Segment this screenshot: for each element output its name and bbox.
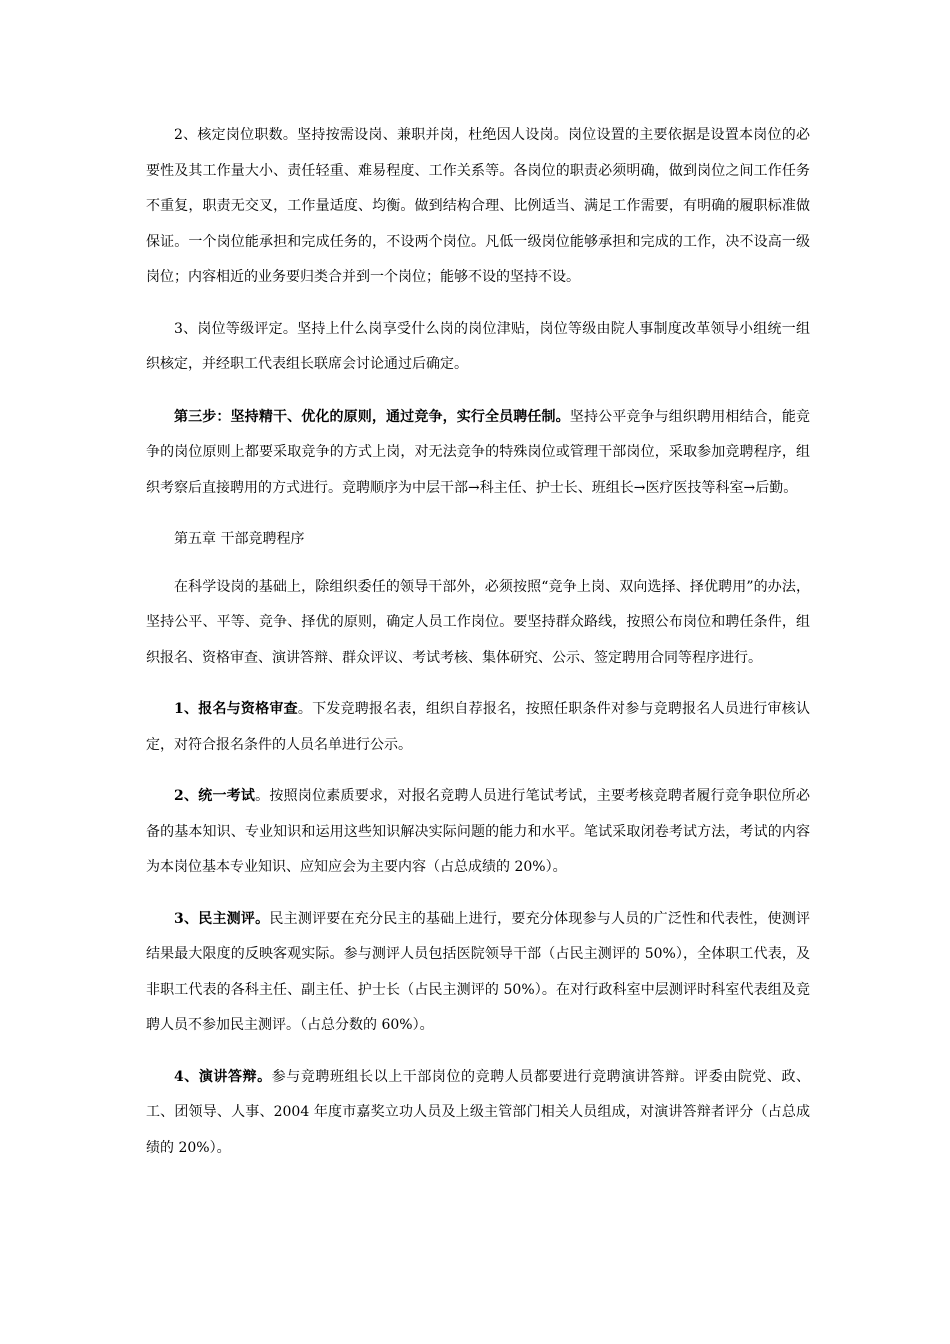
paragraph-lead: 第三步：坚持精干、优化的原则，通过竞争，实行全员聘任制。 bbox=[174, 408, 570, 425]
chapter-heading bbox=[146, 522, 810, 558]
paragraph-unified-exam bbox=[146, 779, 810, 886]
paragraph-democratic-evaluation bbox=[146, 902, 810, 1044]
paragraph-registration bbox=[146, 692, 810, 763]
paragraph-text: 在科学设岗的基础上，除组织委任的领导干部外，必须按照“竞争上岗、双向选择、择优聘用”的办法，坚持公平、平等、竞争、择优的原则，确定人员工作岗位。要坚持群众路线，按照公布岗位和聘任条件，组织报名、资格审查、演讲答辩、群众评议、考试考核、集体研究、公示、签定聘用合同等程序进行。 bbox=[146, 578, 810, 666]
paragraph-text: 参与竞聘班组长以上干部岗位的竞聘人员都要进行竞聘演讲答辩。评委由院党、政、工、团领导、人事、2004 年度市嘉奖立功人员及上级主管部门相关人员组成，对演讲答辩者评分（占总成绩的 20%）。 bbox=[146, 1068, 811, 1156]
paragraph-lead: 1、报名与资格审查 bbox=[174, 701, 298, 717]
paragraph-speech-defense bbox=[146, 1060, 810, 1167]
paragraph-text: 2、核定岗位职数。坚持按需设岗、兼职并岗，杜绝因人设岗。岗位设置的主要依据是设置本岗位的必要性及其工作量大小、责任轻重、难易程度、工作关系等。各岗位的职责必须明确，做到岗位之间工作任务不重复，职责无交叉，工作量适度、均衡。做到结构合理、比例适当、满足工作需要，有明确的履职标准做保证。一个岗位能承担和完成任务的，不设两个岗位。凡低一级岗位能够承担和完成的工作，决不设高一级岗位；内容相近的业务要归类合并到一个岗位；能够不设的坚持不设。 bbox=[146, 127, 810, 285]
paragraph-lead: 2、统一考试 bbox=[174, 788, 256, 804]
paragraph-procedure-intro bbox=[146, 570, 810, 677]
paragraph-text: 民主测评要在充分民主的基础上进行，要充分体现参与人员的广泛性和代表性，使测评结果最大限度的反映客观实际。参与测评人员包括医院领导干部（占民主测评的 50%），全体职工代表，及非职工代表的各科主任、副主任、护士长（占民主测评的 50%）。在对行政科室中层测评时科室代表组及竞聘人员不参加民主测评。（占总分数的 60%）。 bbox=[146, 910, 810, 1033]
paragraph-lead: 3、民主测评。 bbox=[174, 910, 270, 927]
paragraph-step-three bbox=[146, 400, 810, 507]
paragraph-text: 。下发竞聘报名表，组织自荐报名，按照任职条件对参与竞聘报名人员进行审核认定，对符合报名条件的人员名单进行公示。 bbox=[146, 701, 810, 753]
paragraph-text: 。按照岗位素质要求，对报名竞聘人员进行笔试考试，主要考核竞聘者履行竞争职位所必备的基本知识、专业知识和运用这些知识解决实际问题的能力和水平。笔试采取闭卷考试方法，考试的内容为本岗位基本专业知识、应知应会为主要内容（占总成绩的 20%）。 bbox=[146, 788, 810, 875]
paragraph-post-count bbox=[146, 118, 810, 296]
paragraph-text: 坚持公平竞争与组织聘用相结合，能竞争的岗位原则上都要采取竞争的方式上岗，对无法竞争的特殊岗位或管理干部岗位，采取参加竞聘程序，组织考察后直接聘用的方式进行。竞聘顺序为中层干部→科主任、护士长、班组长→医疗医技等科室→后勤。 bbox=[146, 408, 811, 496]
paragraph-text: 3、岗位等级评定。坚持上什么岗享受什么岗的岗位津贴，岗位等级由院人事制度改革领导小组统一组织核定，并经职工代表组长联席会讨论通过后确定。 bbox=[146, 320, 810, 372]
paragraph-text: 第五章 干部竞聘程序 bbox=[174, 531, 305, 547]
document-page bbox=[146, 118, 810, 1182]
paragraph-post-grade bbox=[146, 312, 810, 383]
paragraph-lead: 4、演讲答辩。 bbox=[174, 1068, 272, 1085]
